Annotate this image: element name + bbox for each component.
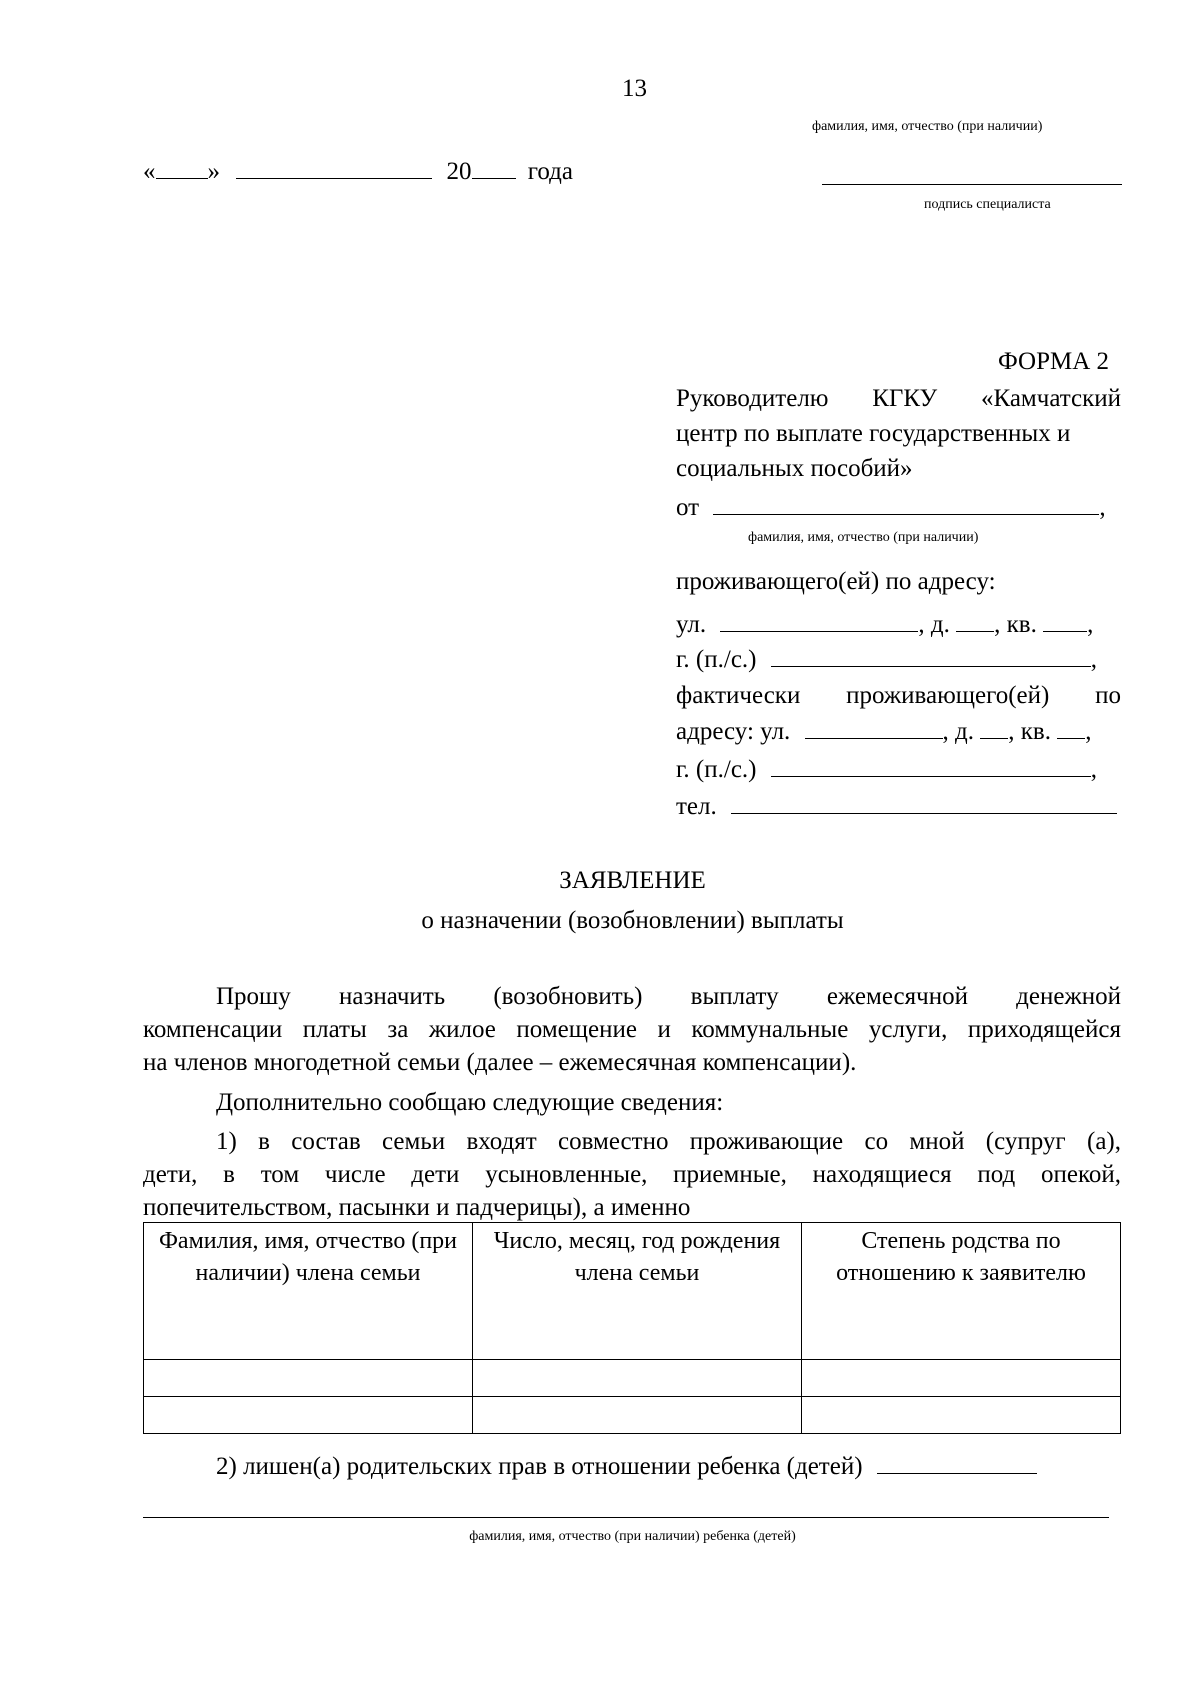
tel-label: тел. xyxy=(676,793,717,820)
table-cell[interactable] xyxy=(802,1360,1121,1397)
actual-street-label: адресу: ул. xyxy=(676,718,791,745)
residing-label: проживающего(ей) по адресу: xyxy=(676,568,996,595)
deprivation-blank[interactable] xyxy=(877,1452,1037,1474)
addressee-line-2: центр по выплате государственных и xyxy=(676,420,1071,447)
date-close-quote: » xyxy=(207,158,220,185)
actual-street-blank[interactable] xyxy=(805,717,943,739)
family-members-table xyxy=(143,1222,1121,1434)
from-label: от xyxy=(676,494,700,521)
deprivation-line xyxy=(216,1452,1037,1481)
family-paragraph-line-2: дети, в том числе дети усыновленные, приемные, находящиеся под опекой, xyxy=(143,1161,1121,1188)
city-line xyxy=(676,645,1097,674)
page-number: 13 xyxy=(622,75,647,102)
actual-city-comma: , xyxy=(1090,756,1098,783)
city-label: г. (п./с.) xyxy=(676,646,757,673)
city-blank[interactable] xyxy=(771,645,1091,667)
table-cell[interactable] xyxy=(144,1397,473,1434)
signature-caption: подпись специалиста xyxy=(924,197,1051,212)
from-line xyxy=(676,493,1106,522)
year-suffix: года xyxy=(527,158,573,185)
year-prefix: 20 xyxy=(446,158,472,185)
actual-house-label: , д. xyxy=(942,718,975,745)
from-name-blank[interactable] xyxy=(713,493,1099,515)
tel-blank[interactable] xyxy=(731,792,1117,814)
signature-line[interactable] xyxy=(822,184,1122,185)
family-paragraph-line-1: 1) в состав семьи входят совместно проживающие со мной (супруг (а), xyxy=(216,1128,1121,1155)
table-row xyxy=(144,1397,1121,1434)
actual-apt-label: , кв. xyxy=(1008,718,1051,745)
from-fio-caption: фамилия, имя, отчество (при наличии) xyxy=(748,530,979,545)
header-fio: Фамилия, имя, отчество (при наличии) члена семьи xyxy=(144,1223,473,1360)
table-cell[interactable] xyxy=(473,1360,802,1397)
street-line xyxy=(676,610,1093,639)
day-blank[interactable] xyxy=(156,157,208,179)
addressee-line-1: Руководителю КГКУ «Камчатский xyxy=(676,385,1121,412)
header-relationship: Степень родства по отношению к заявителю xyxy=(802,1223,1121,1360)
header-birth-date: Число, месяц, год рождения члена семьи xyxy=(473,1223,802,1360)
specialist-fio-caption: фамилия, имя, отчество (при наличии) xyxy=(812,119,1043,134)
year-blank[interactable] xyxy=(472,157,516,179)
from-comma: , xyxy=(1099,494,1106,521)
apt-label: , кв. xyxy=(994,611,1037,638)
request-paragraph-line-3: на членов многодетной семьи (далее – ежемесячная компенсации). xyxy=(143,1049,857,1076)
addressee-line-3: социальных пособий» xyxy=(676,455,913,482)
family-paragraph-line-3: попечительством, пасынки и падчерицы), а именно xyxy=(143,1194,691,1221)
deprivation-text: 2) лишен(а) родительских прав в отношении ребенка (детей) xyxy=(216,1453,863,1480)
child-fio-caption: фамилия, имя, отчество (при наличии) ребенка (детей) xyxy=(469,1529,796,1544)
table-header-row xyxy=(144,1223,1121,1360)
date-line xyxy=(143,157,573,186)
table-cell[interactable] xyxy=(802,1397,1121,1434)
tel-line xyxy=(676,792,1117,821)
request-paragraph-line-2: компенсации платы за жилое помещение и коммунальные услуги, приходящейся xyxy=(143,1016,1121,1043)
actual-street-line xyxy=(676,717,1091,746)
apt-blank[interactable] xyxy=(1043,610,1087,632)
month-blank[interactable] xyxy=(236,157,432,179)
city-comma: , xyxy=(1090,646,1098,673)
child-name-line[interactable] xyxy=(143,1517,1109,1518)
street-label: ул. xyxy=(676,611,707,638)
actual-city-label: г. (п./с.) xyxy=(676,756,757,783)
actual-house-blank[interactable] xyxy=(980,717,1008,739)
actual-city-blank[interactable] xyxy=(771,755,1091,777)
document-title: ЗАЯВЛЕНИЕ xyxy=(559,867,706,894)
table-row xyxy=(144,1360,1121,1397)
document-subtitle: о назначении (возобновлении) выплаты xyxy=(421,907,844,934)
house-blank[interactable] xyxy=(956,610,994,632)
table-cell[interactable] xyxy=(144,1360,473,1397)
form-label: ФОРМА 2 xyxy=(998,348,1110,375)
house-label: , д. xyxy=(918,611,950,638)
actual-street-comma: , xyxy=(1085,718,1092,745)
date-open-quote: « xyxy=(143,158,156,185)
actual-city-line xyxy=(676,755,1097,784)
street-blank[interactable] xyxy=(720,610,918,632)
street-comma: , xyxy=(1087,611,1094,638)
additional-info-paragraph: Дополнительно сообщаю следующие сведения: xyxy=(216,1089,724,1116)
table-cell[interactable] xyxy=(473,1397,802,1434)
actual-residing-line: фактически проживающего(ей) по xyxy=(676,682,1121,709)
request-paragraph-line-1: Прошу назначить (возобновить) выплату ежемесячной денежной xyxy=(216,983,1121,1010)
actual-apt-blank[interactable] xyxy=(1057,717,1085,739)
